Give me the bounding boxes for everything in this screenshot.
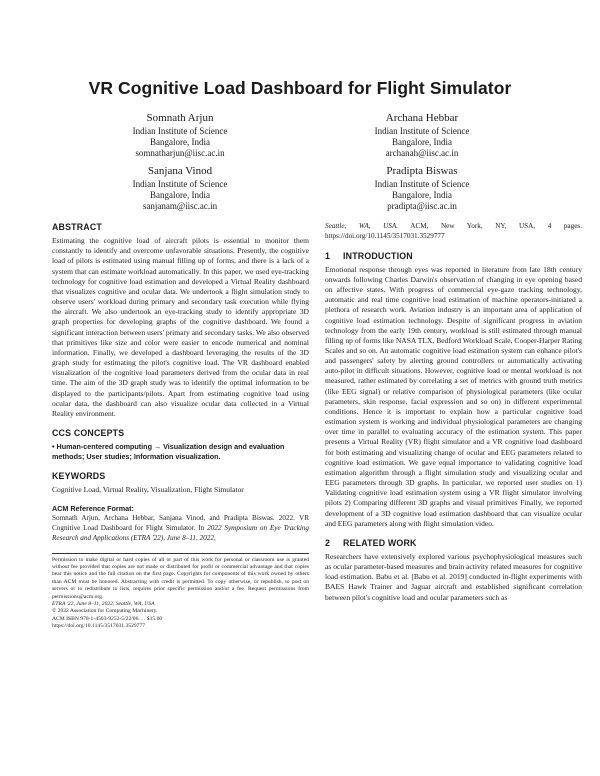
author-affiliation: Indian Institute of Science (374, 178, 470, 189)
reference-venue: 2022 Symposium on Eye Tracking Research and Applications (ETRA '22), June 8–11, 2022, (52, 523, 309, 542)
intro-heading-text: INTRODUCTION (343, 250, 413, 261)
author-block (312, 165, 532, 212)
author-name: Sanjana Vinod (147, 165, 213, 177)
copyright-line: © 2022 Association for Computing Machinery. (52, 608, 158, 615)
ccs-text: • Human-centered computing → Visualization design and evaluation methods; User studies; Information visualization. (52, 442, 285, 461)
intro-number: 1 (325, 250, 331, 261)
author-location: Bangalore, India (150, 189, 210, 200)
author-affiliation: Indian Institute of Science (132, 178, 228, 189)
author-name: Archana Hebbar (385, 112, 459, 124)
author-email: pradipta@iisc.ac.in (387, 200, 457, 211)
right-column (325, 222, 582, 603)
author-email: sanjanam@iisc.ac.in (142, 200, 218, 211)
related-heading (325, 538, 582, 548)
ccs-heading: CCS CONCEPTS (52, 427, 125, 438)
doi-line: https://doi.org/10.1145/3517031.3529777 (52, 623, 146, 630)
permission-notice: Permission to make digital or hard copies of all or part of this work for personal or classroom use is granted without fee provided that copies are not made or distributed for profit or commercial advantage and that copies bear this notice and the full citation on the first page. Copyrights for components of this work owned by others than ACM must be honored. Abstracting with credit is permitted. To copy otherwise, or republish, to post on servers or to redistribute to lists, requires prior specific permission and/or a fee. Request permissions from permissions@acm.org. (52, 556, 309, 600)
author-location: Bangalore, India (392, 189, 452, 200)
abstract-text: Estimating the cognitive load of aircraft pilots is essential to monitor them constantly to identify and overcome unfavorable situations. Presently, the cognitive load of pilots is estimated using manual filling up of forms, and there is a lack of a system that can estimate workload automatically. In this paper, we used eye-tracking technology for cognitive load estimation and developed a Virtual Reality dashboard that visualizes cognitive and ocular data. We undertook a flight simulation study to observe users' workload during primary and secondary task execution while flying the aircraft. We also undertook an eye-tracking study to identify appropriate 3D graph properties for developing graphs of the cognitive dashboard. We found a significant interaction between users' primary and secondary tasks. We also observed that primitives like size and color were easier to encode numerical and nominal information. Finally, we developed a dashboard leveraging the results of the 3D graph study for estimating the pilot's cognitive load. The VR dashboard enabled visualization of the cognitive load parameters derived from the ocular data in real time. The aim of the 3D graph study was to identify the optimal information to be displayed to the participants/pilots. Apart from estimating cognitive load using ocular data, the dashboard can also visualize ocular data collected in a Virtual Reality environment. (52, 236, 309, 418)
isbn-line: ACM ISBN 978-1-4503-9252-5/22/06. . . $15.00 (52, 615, 163, 622)
author-affiliation: Indian Institute of Science (132, 125, 228, 136)
author-block (70, 112, 290, 159)
author-name: Somnath Arjun (146, 112, 214, 124)
related-text: Researchers have extensively explored various psychophysiological measures such as ocular parameter-based measures and brain activity related measures for cognitive load estimation. Babu et al. [Babu et al. 2019] conducted in-flight experiments with BAES Hawk Trainer and Jaguar aircraft and established significant correlation between pilot's cognitive load and ocular parameters such as (325, 551, 582, 602)
author-affiliation: Indian Institute of Science (374, 125, 470, 136)
reference-plain: Somnath Arjun, Archana Hebbar, Sanjana Vinod, and Pradipta Biswas. 2022. VR Cognitive Load Dashboard for Flight Simulator. In (52, 514, 309, 532)
author-name: Pradipta Biswas (386, 165, 458, 177)
left-column (52, 222, 309, 631)
keywords-text: Cognitive Load, Virtual Reality, Visualization, Flight Simulator (52, 484, 244, 494)
author-location: Bangalore, India (392, 136, 452, 147)
keywords-heading: KEYWORDS (52, 470, 106, 481)
intro-heading (325, 251, 582, 261)
author-email: archanah@iisc.ac.in (385, 147, 459, 158)
intro-text: Emotional response through eyes was reported in literature from late 18th century onwards following Charles Darwin's observation of changing in eye opening based on affective states. With progress of commercial eye-gaze tracking technology, automatic and real time cognitive load estimation of machine operators-initiated a plethora of research work. Aviation industry is an important area of application of cognitive load estimation technology. Despite of significant progress in aviation technology from the early 19th century, workload is still estimated through manual filling up of forms like NASA TLX, Bedford Workload Scale, Cooper-Harper Rating Scales and so on. An automatic cognitive load estimation system can enhance pilot's and passengers' safety by alerting ground controllers or automatically activating auto-pilot in difficult situations. However, cognitive load or mental workload is not measured, rather estimated by correlating a set of metrics with ground truth metrics (like EEG signal) or relative comparison of physiological parameters (like ocular parameters, skin response, facial expression and so on) in different experimental conditions. Hence it is important to explain how a particular cognitive load estimation system is working and individual physiological parameters are changing over time in parallel to evaluating accuracy of the estimation system. This paper presents a Virtual Reality (VR) flight simulator and a VR cognitive load dashboard for both estimating and visualizing change of ocular and EEG parameters related to cognitive load estimation. We gave equal importance to validating cognitive load estimation algorithm through a flight simulation study and visualizing ocular and EEG parameters through 3D graphs. In particular, we reported user studies on 1) Validating cognitive load estimation system using a VR flight simulator involving pilots 2) Comparing different 3D graphs and visual primitives Finally, we reported development of a 3D cognitive load estimation dashboard that can visualize ocular and EEG parameters along with flight simulation video. (325, 264, 582, 528)
reference-format-continued (325, 222, 582, 242)
author-block (312, 112, 532, 159)
reference-location: Seattle, WA, USA. (325, 222, 399, 230)
author-location: Bangalore, India (150, 136, 210, 147)
related-number: 2 (325, 537, 331, 548)
venue-line: ETRA '22, June 8–11, 2022, Seattle, WA, USA (52, 601, 155, 608)
reference-publisher: ACM, New York, NY, USA, 4 pages. https://doi.org/10.1145/3517031.3529777 (325, 222, 583, 240)
related-heading-text: RELATED WORK (343, 537, 417, 548)
author-block (70, 165, 290, 212)
reference-format-text (52, 514, 309, 543)
reference-format-heading: ACM Reference Format: (52, 504, 134, 514)
paper-title: VR Cognitive Load Dashboard for Flight Simulator (88, 78, 512, 98)
footnote-divider (52, 553, 309, 554)
abstract-heading: ABSTRACT (52, 222, 102, 232)
author-email: somnatharjun@iisc.ac.in (135, 147, 225, 158)
